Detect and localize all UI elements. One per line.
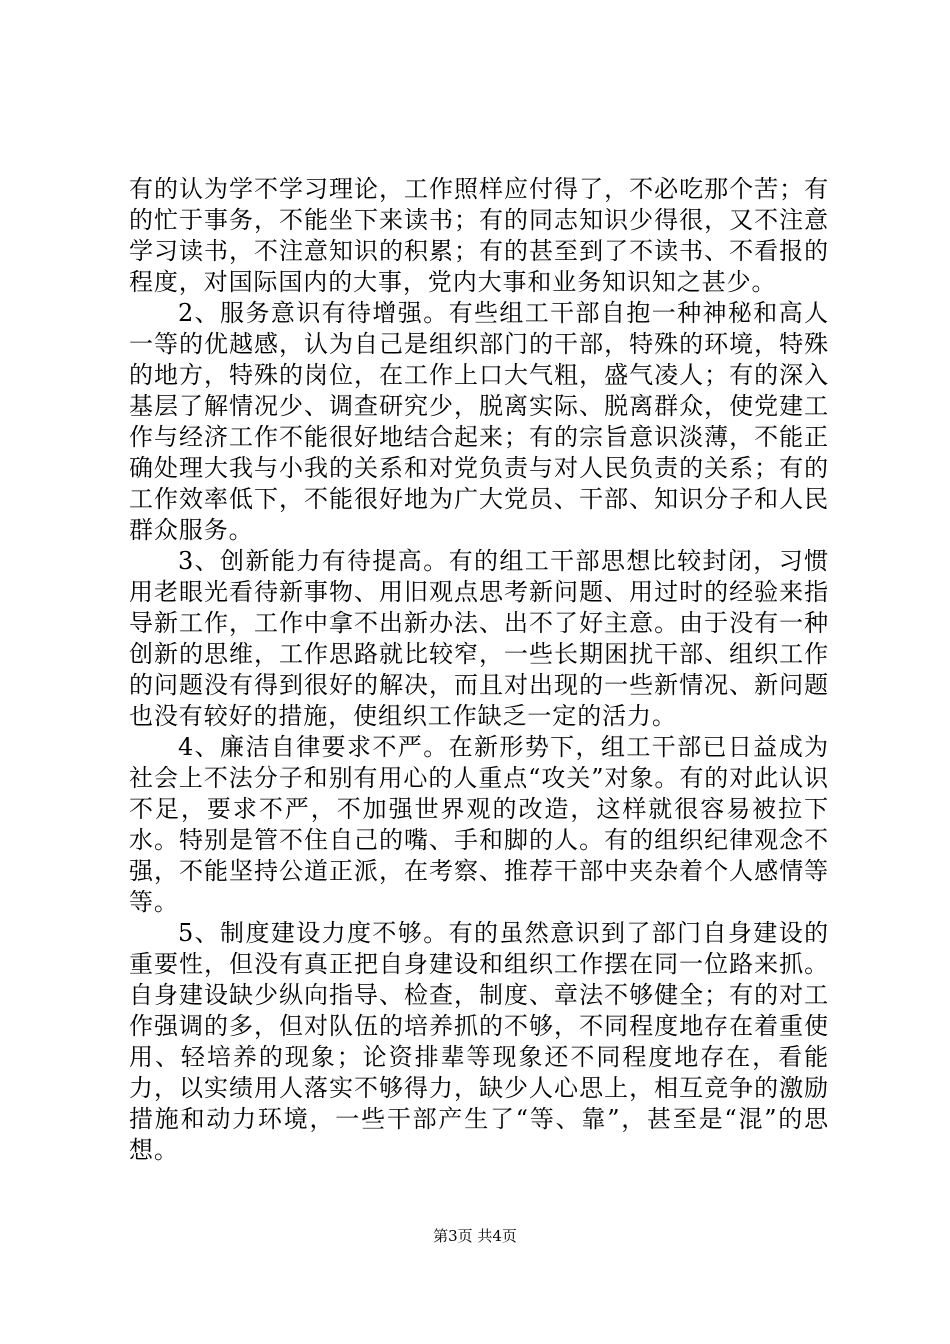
paragraph-5: 5、制度建设力度不够。有的虽然意识到了部门自身建设的重要性，但没有真正把自身建设和组织工作摆在同一位路来抓。自身建设缺少纵向指导、检查，制度、章法不够健全；有的对工作强调的多，但对队伍的培养抓的不够，不同程度地存在着重使用、轻培养的现象；论资排辈等现象还不同程度地存在，看能力，以实绩用人落实不够得力，缺少人心思上，相互竞争的激励措施和动力环境，一些干部产生了“等、靠”，甚至是“混”的思想。 [129,919,829,1164]
paragraph-1: 有的认为学不学习理论，工作照样应付得了，不必吃那个苦；有的忙于事务，不能坐下来读书；有的同志知识少得很，又不注意学习读书，不注意知识的积累；有的甚至到了不读书、不看报的程度，对国际国内的大事，党内大事和业务知识知之甚少。 [129,175,829,296]
document-body [129,174,829,1166]
paragraph-3: 3、创新能力有待提高。有的组工干部思想比较封闭，习惯用老眼光看待新事物、用旧观点思考新问题、用过时的经验来指导新工作，工作中拿不出新办法、出不了好主意。由于没有一种创新的思维，工作思路就比较窄，一些长期困扰干部、组织工作的问题没有得到很好的解决，而且对出现的一些新情况、新问题也没有较好的措施，使组织工作缺乏一定的活力。 [129,547,829,730]
page-footer: 第3页 共4页 [433,1227,517,1245]
paragraph-4: 4、廉洁自律要求不严。在新形势下，组工干部已日益成为社会上不法分子和别有用心的人重点“攻关”对象。有的对此认识不足，要求不严，不加强世界观的改造，这样就很容易被拉下水。特别是管不住自己的嘴、手和脚的人。有的组织纪律观念不强，不能坚持公道正派，在考察、推荐干部中夹杂着个人感情等等。 [129,733,829,916]
paragraph-2: 2、服务意识有待增强。有些组工干部自抱一种神秘和高人一等的优越感，认为自己是组织部门的干部，特殊的环境，特殊的地方，特殊的岗位，在工作上口大气粗，盛气凌人；有的深入基层了解情况少、调查研究少，脱离实际、脱离群众，使党建工作与经济工作不能很好地结合起来；有的宗旨意识淡薄，不能正确处理大我与小我的关系和对党负责与对人民负责的关系；有的工作效率低下，不能很好地为广大党员、干部、知识分子和人民群众服务。 [129,299,829,544]
